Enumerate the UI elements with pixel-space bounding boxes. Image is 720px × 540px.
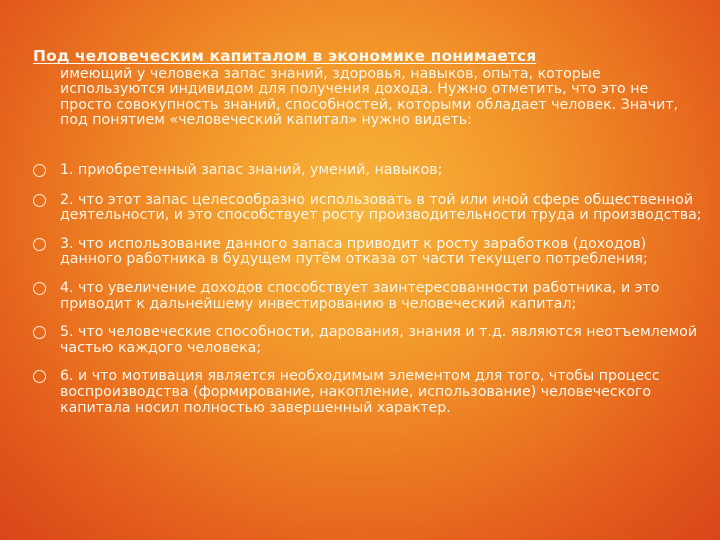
circle-bullet-icon: [33, 238, 46, 251]
circle-bullet-icon: [33, 194, 46, 207]
list-item: [33, 325, 703, 356]
list-item: [33, 281, 703, 312]
list-item: [33, 237, 703, 268]
circle-bullet-icon: [33, 282, 46, 295]
slide-heading: Под человеческим капиталом в экономике понимается: [33, 47, 537, 65]
intro-paragraph: имеющий у человека запас знаний, здоровья, навыков, опыта, которые используются индивидом для получения дохода. Нужно отметить, что это не просто совокупность знаний, способностей, которыми обладает человек. Значит, под понятием «человеческий капитал» нужно видеть:: [60, 66, 679, 128]
list-item: [33, 369, 703, 416]
list-item-text: 6. и что мотивация является необходимым элементом для того, чтобы процесс воспроизводства (формирование, накопление, использование) человеческого капитала носил полностью завершенный характер.: [60, 368, 660, 416]
bullet-list: [33, 163, 703, 416]
list-item: [33, 163, 703, 179]
list-item-text: 2. что этот запас целесообразно использовать в той или иной сфере общественной деятельности, и это способствует росту производительности труда и производства;: [60, 191, 702, 224]
circle-bullet-icon: [33, 164, 46, 177]
list-item-text: 5. что человеческие способности, дарования, знания и т.д. являются неотъемлемой частью каждого человека;: [60, 324, 698, 356]
list-item-text: 1. приобретенный запас знаний, умений, навыков;: [60, 162, 443, 178]
list-item-text: 4. что увеличение доходов способствует заинтересованности работника, и это приводит к дальнейшему инвестированию в человеческий капитал;: [60, 279, 660, 312]
list-item: [33, 193, 703, 224]
circle-bullet-icon: [33, 370, 46, 383]
list-item-text: 3. что использование данного запаса приводит к росту заработков (доходов) данного работника в будущем путём отказа от части текущего потребления;: [60, 235, 648, 268]
circle-bullet-icon: [33, 326, 46, 339]
